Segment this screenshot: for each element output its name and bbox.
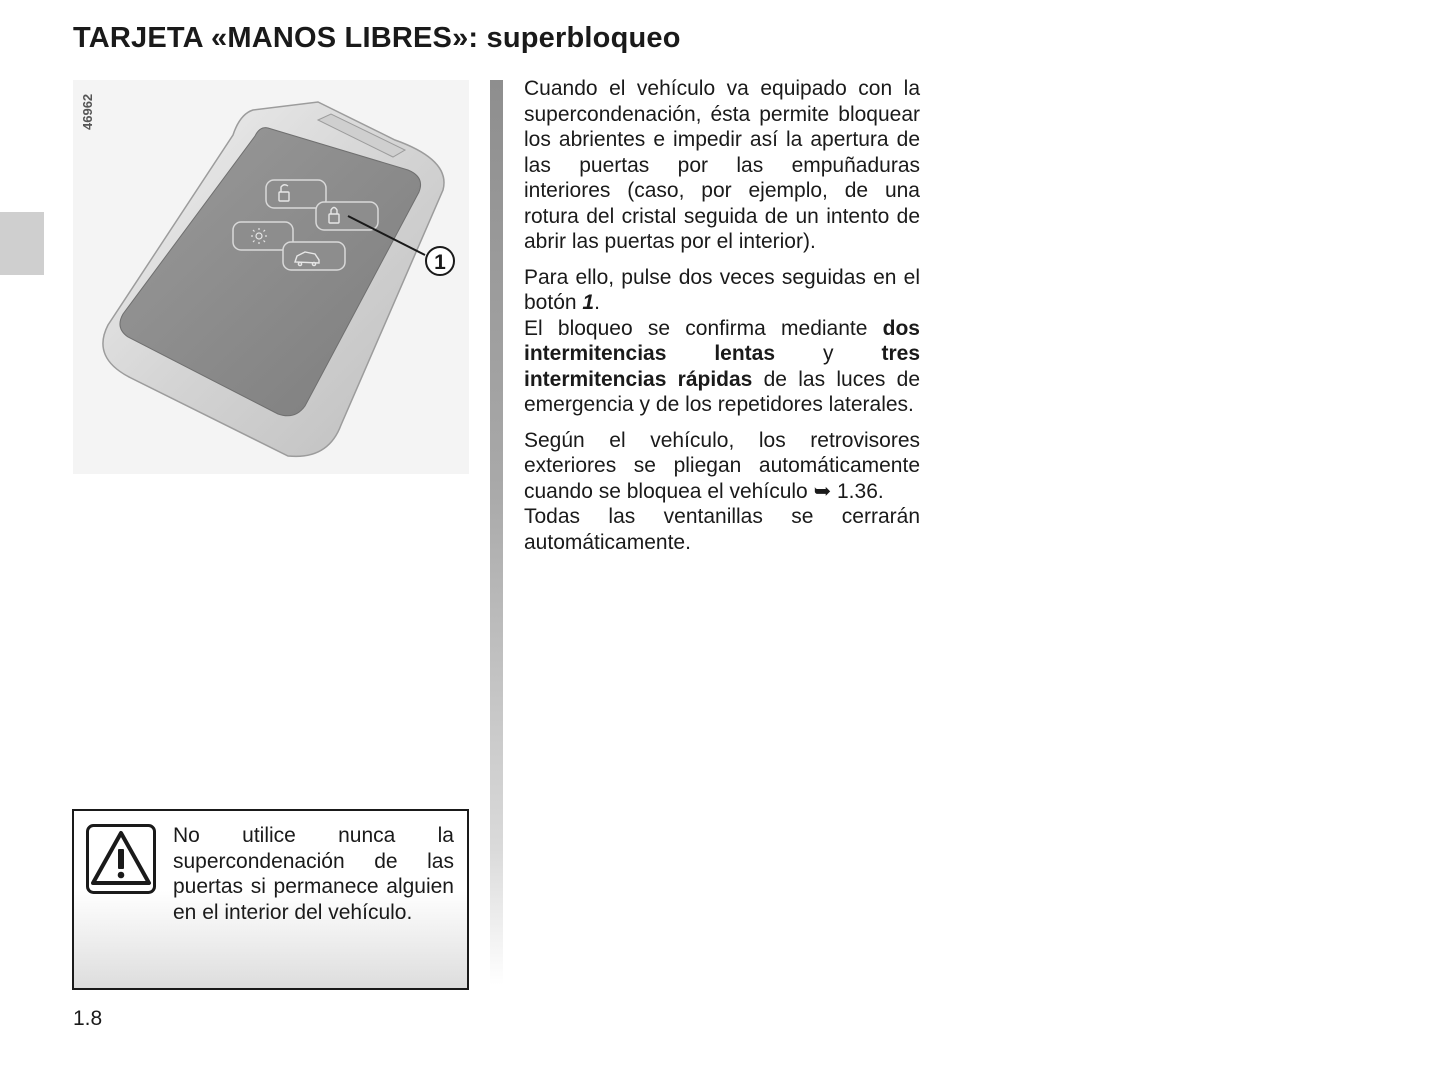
figure-code: 46962	[80, 93, 95, 131]
mirrors-text: Según el vehículo, los retrovisores exteriores se pliegan automáticamente cuando se bloquea el vehículo	[524, 428, 920, 503]
column-divider	[490, 80, 503, 985]
confirmation-text-d: de las luces de emergencia y de los repetidores laterales.	[524, 367, 920, 416]
confirmation-text-a: El bloqueo se confirma mediante	[524, 316, 883, 340]
warning-box	[72, 809, 469, 990]
paragraph-windows: Todas las ventanillas se cerrarán automáticamente.	[524, 505, 920, 554]
paragraph-mirrors	[524, 428, 920, 505]
warning-triangle-icon	[86, 824, 156, 894]
page-number: 1.8	[73, 1007, 103, 1030]
confirmation-bold-slow: dos intermitencias lentas	[524, 316, 920, 365]
key-card-drawing	[73, 80, 469, 474]
warning-text: No utilice nunca la supercondenación de las puertas si permanece alguien en el interior del vehículo.	[173, 824, 454, 924]
confirmation-bold-fast: tres intermitencias rápidas	[524, 342, 920, 391]
section-side-tab	[0, 212, 44, 275]
key-card-illustration	[73, 80, 469, 474]
confirmation-text-c: y	[775, 342, 882, 365]
page-title: TARJETA «MANOS LIBRES»: superbloqueo	[73, 22, 681, 54]
instruction-text: Para ello, pulse dos veces seguidas en el botón	[524, 265, 920, 314]
body-text-column	[524, 76, 920, 565]
instruction-end: .	[594, 291, 600, 314]
paragraph-confirmation	[524, 316, 920, 418]
unlock-button	[266, 180, 326, 208]
button-reference: 1	[582, 291, 595, 314]
paragraph-instruction	[524, 265, 920, 316]
callout-number: 1	[434, 251, 446, 274]
page-reference-arrow-icon: ➥	[813, 479, 832, 503]
paragraph-supercondenacion: Cuando el vehículo va equipado con la supercondenación, ésta permite bloquear los abrientes e impedir así la apertura de las puertas por las empuñaduras interiores (caso, por ejemplo, de una rotura del cristal seguida de un intento de abrir las puertas por el interior).	[524, 77, 920, 253]
page-reference-link[interactable]: 1.36.	[831, 479, 884, 503]
